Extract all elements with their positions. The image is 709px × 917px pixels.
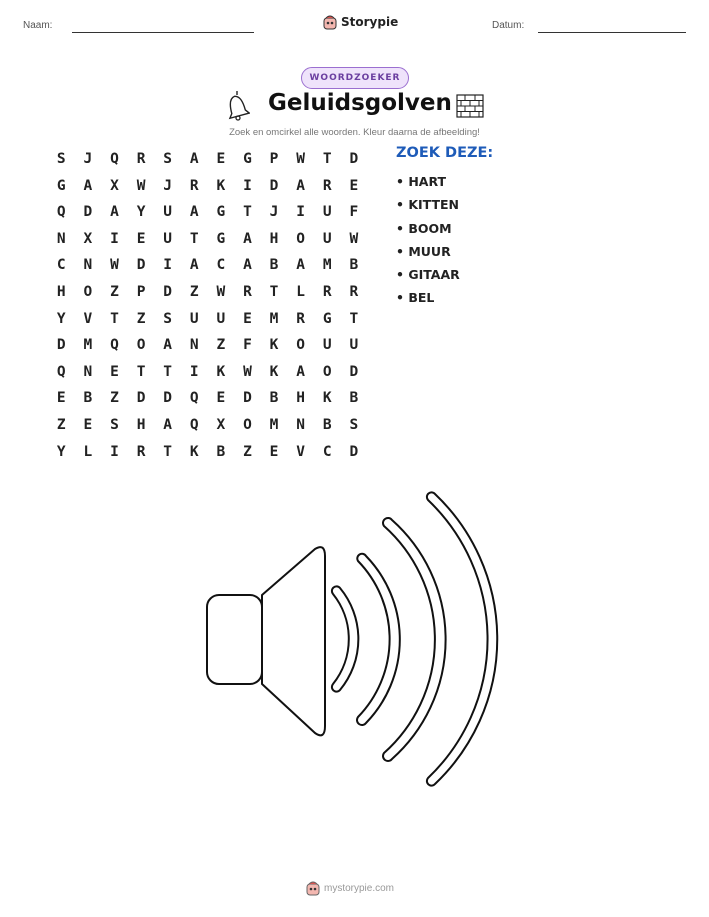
- grid-letter[interactable]: L: [83, 443, 93, 460]
- grid-letter[interactable]: I: [296, 204, 305, 221]
- grid-letter[interactable]: K: [189, 443, 199, 460]
- grid-letter[interactable]: I: [243, 177, 252, 194]
- grid-letter[interactable]: R: [189, 177, 199, 194]
- grid-letter[interactable]: T: [110, 310, 119, 327]
- grid-letter[interactable]: T: [269, 283, 279, 300]
- grid-letter[interactable]: N: [189, 337, 199, 354]
- grid-letter[interactable]: D: [349, 151, 359, 167]
- grid-letter[interactable]: J: [269, 204, 279, 221]
- grid-letter[interactable]: S: [110, 416, 119, 433]
- grid-letter[interactable]: X: [83, 230, 93, 247]
- grid-letter[interactable]: D: [349, 363, 359, 380]
- grid-letter[interactable]: G: [56, 177, 66, 194]
- grid-letter[interactable]: B: [269, 257, 279, 274]
- footer: [306, 880, 394, 896]
- grid-letter[interactable]: T: [349, 310, 359, 327]
- grid-letter[interactable]: E: [110, 363, 119, 380]
- grid-letter[interactable]: Z: [189, 283, 199, 300]
- grid-letter[interactable]: A: [83, 177, 93, 194]
- grid-letter[interactable]: C: [216, 257, 226, 274]
- grid-letter[interactable]: W: [136, 177, 146, 194]
- grid-letter[interactable]: D: [83, 204, 93, 221]
- grid-letter[interactable]: P: [269, 151, 279, 167]
- grid-letter[interactable]: A: [296, 177, 305, 194]
- grid-letter[interactable]: R: [349, 283, 359, 300]
- grid-letter[interactable]: U: [163, 230, 173, 247]
- grid-letter[interactable]: U: [189, 310, 199, 327]
- grid-letter[interactable]: Q: [56, 204, 66, 221]
- grid-letter[interactable]: O: [243, 416, 252, 433]
- grid-letter[interactable]: U: [349, 337, 359, 354]
- worksheet-type-badge: WOORDZOEKER: [301, 67, 409, 89]
- grid-letter[interactable]: U: [322, 230, 332, 247]
- grid-letter[interactable]: U: [216, 310, 226, 327]
- grid-letter[interactable]: R: [322, 177, 332, 194]
- date-label: Datum:: [492, 20, 525, 31]
- grid-letter[interactable]: D: [163, 390, 173, 407]
- grid-letter[interactable]: A: [296, 257, 305, 274]
- grid-letter[interactable]: H: [269, 230, 279, 247]
- grid-letter[interactable]: G: [322, 310, 332, 327]
- grid-letter[interactable]: E: [216, 151, 226, 167]
- grid-letter[interactable]: Q: [110, 151, 119, 167]
- grid-letter[interactable]: A: [189, 204, 199, 221]
- grid-letter[interactable]: M: [269, 310, 279, 327]
- grid-letter[interactable]: U: [322, 337, 332, 354]
- grid-letter[interactable]: O: [322, 363, 332, 380]
- grid-letter[interactable]: A: [163, 416, 173, 433]
- grid-letter[interactable]: G: [243, 151, 252, 167]
- grid-letter[interactable]: K: [322, 390, 332, 407]
- grid-letter[interactable]: D: [56, 337, 66, 354]
- grid-letter[interactable]: Y: [56, 443, 66, 460]
- grid-letter[interactable]: T: [163, 443, 173, 460]
- grid-letter[interactable]: W: [243, 363, 252, 380]
- grid-letter[interactable]: E: [349, 177, 359, 194]
- grid-letter[interactable]: W: [216, 283, 226, 300]
- page-title: Geluidsgolven: [268, 90, 452, 116]
- grid-letter[interactable]: Q: [189, 390, 199, 407]
- grid-letter[interactable]: B: [83, 390, 93, 407]
- grid-letter[interactable]: C: [56, 257, 66, 274]
- grid-letter[interactable]: Z: [110, 283, 119, 300]
- grid-letter[interactable]: D: [349, 443, 359, 460]
- grid-letter[interactable]: T: [136, 363, 146, 380]
- grid-letter[interactable]: M: [83, 337, 93, 354]
- grid-letter[interactable]: M: [322, 257, 332, 274]
- grid-letter[interactable]: H: [296, 390, 305, 407]
- grid-letter[interactable]: A: [243, 230, 252, 247]
- grid-letter[interactable]: L: [296, 283, 305, 300]
- grid-letter[interactable]: A: [243, 257, 252, 274]
- grid-letter[interactable]: A: [296, 363, 305, 380]
- grid-letter[interactable]: O: [83, 283, 93, 300]
- grid-letter[interactable]: B: [216, 443, 226, 460]
- grid-letter[interactable]: R: [136, 151, 146, 167]
- grid-letter[interactable]: Y: [56, 310, 66, 327]
- grid-letter[interactable]: A: [110, 204, 119, 221]
- grid-letter[interactable]: Z: [136, 310, 146, 327]
- grid-letter[interactable]: R: [322, 283, 332, 300]
- brand-name: Storypie: [341, 15, 399, 29]
- grid-letter[interactable]: Z: [56, 416, 66, 433]
- grid-letter[interactable]: H: [136, 416, 146, 433]
- grid-letter[interactable]: K: [269, 337, 279, 354]
- grid-letter[interactable]: S: [56, 151, 66, 167]
- find-these-heading: ZOEK DEZE:: [396, 145, 494, 161]
- grid-letter[interactable]: B: [349, 257, 359, 274]
- word-item: • BEL: [396, 290, 435, 306]
- grid-letter[interactable]: R: [243, 283, 252, 300]
- grid-letter[interactable]: S: [163, 151, 173, 167]
- grid-letter[interactable]: E: [56, 390, 66, 407]
- grid-letter[interactable]: D: [269, 177, 279, 194]
- grid-letter[interactable]: Q: [56, 363, 66, 380]
- grid-letter[interactable]: V: [296, 443, 305, 460]
- grid-letter[interactable]: T: [163, 363, 173, 380]
- grid-letter[interactable]: O: [296, 230, 305, 247]
- grid-letter[interactable]: N: [83, 363, 93, 380]
- grid-letter[interactable]: P: [136, 283, 146, 300]
- grid-letter[interactable]: Q: [189, 416, 199, 433]
- grid-letter[interactable]: X: [216, 416, 226, 433]
- grid-letter[interactable]: W: [110, 257, 119, 274]
- grid-letter[interactable]: U: [163, 204, 173, 221]
- grid-letter[interactable]: W: [296, 151, 305, 167]
- word-item: • BOOM: [396, 220, 452, 236]
- grid-letter[interactable]: T: [243, 204, 252, 221]
- grid-letter[interactable]: V: [83, 310, 93, 327]
- grid-letter[interactable]: M: [269, 416, 279, 433]
- grid-letter[interactable]: T: [322, 151, 332, 167]
- grid-letter[interactable]: C: [322, 443, 332, 460]
- grid-letter[interactable]: O: [136, 337, 146, 354]
- grid-letter[interactable]: D: [163, 283, 173, 300]
- grid-letter[interactable]: U: [322, 204, 332, 221]
- grid-letter[interactable]: F: [349, 204, 359, 221]
- grid-letter[interactable]: O: [296, 337, 305, 354]
- word-item: • GITAAR: [396, 267, 460, 283]
- grid-letter[interactable]: I: [163, 257, 173, 274]
- grid-letter[interactable]: K: [216, 363, 226, 380]
- grid-letter[interactable]: S: [163, 310, 173, 327]
- grid-letter[interactable]: N: [296, 416, 305, 433]
- grid-letter[interactable]: E: [83, 416, 93, 433]
- word-item: • KITTEN: [396, 197, 460, 213]
- grid-letter[interactable]: Z: [243, 443, 252, 460]
- grid-letter[interactable]: Z: [216, 337, 226, 354]
- grid-letter[interactable]: I: [110, 443, 119, 460]
- grid-letter[interactable]: J: [83, 151, 93, 167]
- grid-letter[interactable]: J: [163, 177, 173, 194]
- grid-letter[interactable]: G: [216, 230, 226, 247]
- grid-letter[interactable]: A: [189, 257, 199, 274]
- grid-letter[interactable]: A: [163, 337, 173, 354]
- grid-letter[interactable]: D: [136, 390, 146, 407]
- grid-letter[interactable]: A: [189, 151, 199, 167]
- grid-letter[interactable]: G: [216, 204, 226, 221]
- grid-letter[interactable]: E: [243, 310, 252, 327]
- grid-letter[interactable]: R: [296, 310, 305, 327]
- grid-letter[interactable]: E: [269, 443, 279, 460]
- name-label: Naam:: [23, 20, 53, 31]
- grid-letter[interactable]: E: [216, 390, 226, 407]
- grid-letter[interactable]: N: [83, 257, 93, 274]
- storypie-logo-icon: [306, 880, 320, 896]
- grid-letter[interactable]: H: [56, 283, 66, 300]
- grid-letter[interactable]: T: [189, 230, 199, 247]
- grid-letter[interactable]: I: [110, 230, 119, 247]
- grid-letter[interactable]: D: [243, 390, 252, 407]
- grid-letter[interactable]: Q: [110, 337, 119, 354]
- grid-letter[interactable]: Y: [136, 204, 146, 221]
- word-item: • MUUR: [396, 243, 451, 259]
- grid-letter[interactable]: I: [189, 363, 199, 380]
- grid-letter[interactable]: F: [243, 337, 252, 354]
- grid-letter[interactable]: W: [349, 230, 359, 247]
- word-item: • HART: [396, 174, 447, 189]
- instructions: Zoek en omcirkel alle woorden. Kleur daarna de afbeelding!: [229, 127, 480, 138]
- grid-letter[interactable]: S: [349, 416, 359, 433]
- grid-letter[interactable]: B: [322, 416, 332, 433]
- grid-letter[interactable]: N: [56, 230, 66, 247]
- grid-letter[interactable]: K: [269, 363, 279, 380]
- grid-letter[interactable]: R: [136, 443, 146, 460]
- grid-letter[interactable]: B: [349, 390, 359, 407]
- grid-letter[interactable]: D: [136, 257, 146, 274]
- grid-letter[interactable]: E: [136, 230, 146, 247]
- grid-letter[interactable]: Z: [110, 390, 119, 407]
- grid-letter[interactable]: K: [216, 177, 226, 194]
- grid-letter[interactable]: B: [269, 390, 279, 407]
- grid-letter[interactable]: X: [110, 177, 119, 194]
- footer-url: mystorypie.com: [324, 882, 395, 894]
